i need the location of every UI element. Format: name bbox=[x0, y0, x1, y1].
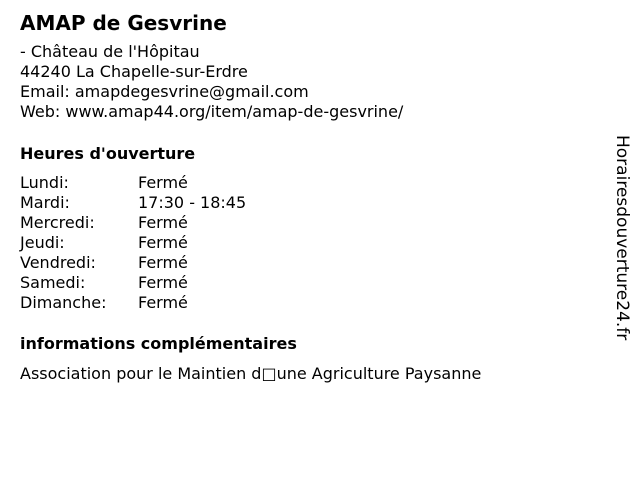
hours-table bbox=[20, 173, 600, 313]
address-city: 44240 La Chapelle-sur-Erdre bbox=[20, 62, 248, 81]
hours-row-mardi bbox=[20, 193, 600, 213]
hours-heading: Heures d'ouverture bbox=[20, 144, 196, 163]
hours-row-mercredi bbox=[20, 213, 600, 233]
day-label: Jeudi: bbox=[20, 233, 65, 252]
site-watermark: Horairesdouverture24.fr bbox=[612, 135, 632, 341]
business-name: AMAP de Gesvrine bbox=[20, 11, 227, 35]
hours-row-samedi bbox=[20, 273, 600, 293]
info-text: Association pour le Maintien d□une Agriculture Paysanne bbox=[20, 364, 482, 383]
hours-value: Fermé bbox=[138, 293, 188, 312]
hours-row-jeudi bbox=[20, 233, 600, 253]
hours-value: Fermé bbox=[138, 173, 188, 192]
hours-row-vendredi bbox=[20, 253, 600, 273]
info-heading: informations complémentaires bbox=[20, 334, 297, 353]
hours-row-lundi bbox=[20, 173, 600, 193]
hours-value: 17:30 - 18:45 bbox=[138, 193, 247, 212]
day-label: Mercredi: bbox=[20, 213, 95, 232]
hours-value: Fermé bbox=[138, 273, 188, 292]
day-label: Dimanche: bbox=[20, 293, 107, 312]
address-street: - Château de l'Hôpitau bbox=[20, 42, 200, 61]
hours-value: Fermé bbox=[138, 233, 188, 252]
hours-value: Fermé bbox=[138, 253, 188, 272]
web-line: Web: www.amap44.org/item/amap-de-gesvrine/ bbox=[20, 102, 404, 121]
day-label: Mardi: bbox=[20, 193, 70, 212]
hours-row-dimanche bbox=[20, 293, 600, 313]
day-label: Samedi: bbox=[20, 273, 86, 292]
email-line: Email: amapdegesvrine@gmail.com bbox=[20, 82, 309, 101]
day-label: Vendredi: bbox=[20, 253, 96, 272]
hours-value: Fermé bbox=[138, 213, 188, 232]
business-card bbox=[20, 9, 600, 384]
address-block bbox=[20, 42, 600, 122]
day-label: Lundi: bbox=[20, 173, 69, 192]
